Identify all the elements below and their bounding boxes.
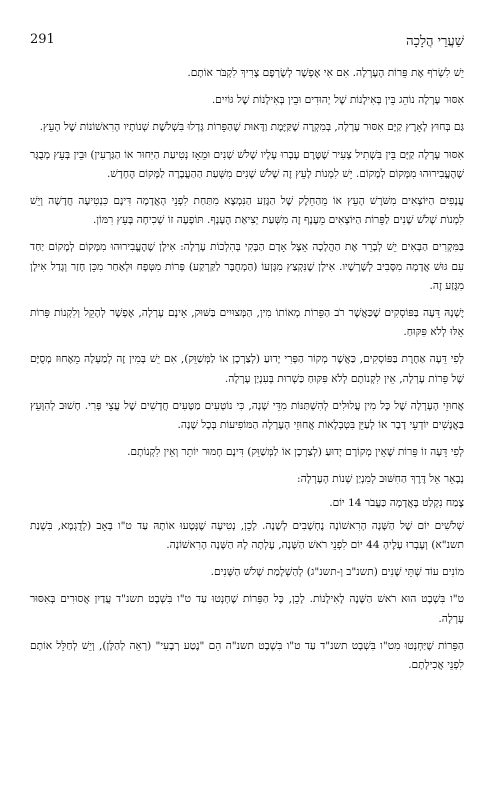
paragraph: צֶמַח נִקְלַט בָּאֲדָמָה כַּעֲבֹר 14 יוֹם.: [329, 496, 464, 509]
section-intro: נְבָאֵר אֵל דֶּרֶךְ הַחִשּׁוּב לְמִנְיַן שְׁנוֹת הָעָרְלָה:: [297, 473, 464, 486]
paragraph: גַּם בְּחוּץ לָאָרֶץ קַיָּם אִסּוּר עָרְלָה, בְּמִקְרֶה שֶׁקַּיֶּמֶת וַדָּאוּת שֶׁהַפֵּרוֹת גָּדְלוּ בִּשְׁלֹשֶׁת שְׁנוֹתָיו הָרִאשׁוֹנוֹת שֶׁל הָעֵץ.: [39, 121, 464, 134]
paragraph: הַפֵּרוֹת שֶׁיַּחְנְטוּ מִט"ו בִּשְׁבָט תשנ"ד עַד ט"ו בִּשְׁבָט תשנ"ה הֵם "נֶטַע רְבָעִי" (רְאֵה לְהַלָּן), וְיֵשׁ לְחַלֵּל אוֹתָם לִפְנֵי אֲכִילָתָם.: [30, 639, 464, 672]
paragraph: לְפִי דֵּעָה אַחֶרֶת בַּפּוֹסְקִים, כַּאֲשֶׁר מְקוֹר הַפְּרִי יָדוּעַ (לְצַרְכָן אוֹ לַמְּשַׁוֵּק), אִם יֵשׁ בְּמִין זֶה לְמַעְלָה מֵאֶחוּז מְסֻיָּם שֶׁל פֵּרוֹת עָרְלָה, אֵין לִקְנוֹתָם לְלֹא פִּקּוּחַ כַּשְׁרוּת בְּעִנְיַן עָרְלָה.: [30, 353, 464, 385]
paragraph: ט"ו בִּשְׁבָט הוּא רֹאשׁ הַשָּׁנָה לָאִילָנוֹת. לָכֵן, כָּל הַפֵּרוֹת שֶׁחָנְטוּ עַד ט"ו בִּשְׁבָט תשנ"ד עֲדַיִן אֲסוּרִים בְּאִסּוּר עָרְלָה.: [30, 593, 464, 625]
paragraph: שְׁלֹשִׁים יוֹם שֶׁל הַשָּׁנָה הָרִאשׁוֹנָה נֶחְשָׁבִים לְשָׁנָה. לָכֵן, נְטִיעָה שֶׁנְּטָעוּ אוֹתָהּ עַד ט"ו בְּאָב (לְדֻגְמָא, בִּשְׁנַת תשנ"א) וְעָבְרוּ עָלֶיהָ 44 יוֹם לִפְנֵי רֹאשׁ הַשָּׁנָה, עָלְתָה לָהּ הַשָּׁנָה הָרִאשׁוֹנָה.: [30, 519, 464, 552]
paragraph: בַּמִּקְרִים הַבָּאִים יֵשׁ לְבָרֵר אֶת הַהֲלָכָה אֵצֶל אָדָם הַבָּקִי בְּהִלְכוֹת עָרְלָה: אִילָן שֶׁהֶעֱבִירוּהוּ מִמָּקוֹם לְמָקוֹם יַחַד עִם גּוּשׁ אֲדָמָה מִסָּבִיב לְשָׁרָשָׁיו. אִילָן שֶׁנִּקְצַץ מִגָּזְעוֹ (הַמְחֻבָּר לַקַּרְקַע) פְּרוֹת מִטְּפָח וּלְאַחַר מִכֵּן חָזַר וְגָדַל אִילָן מִגֶּזַע זֶה.: [30, 241, 464, 292]
paragraph: אִסּוּר עָרְלָה נוֹהֵג בֵּין בְּאִילָנוֹת שֶׁל יְהוּדִים וּבֵין בְּאִילָנוֹת שֶׁל גּוֹיִים.: [211, 94, 464, 107]
paragraph: אֲחוּזֵי הָעָרְלָה שֶׁל כָּל מִין עֲלוּלִים לְהִשְׁתַּנּוֹת מִדֵּי שָׁנָה, כִּי נוֹטְעִים מַטָּעִים חֲדָשִׁים שֶׁל עֲצֵי פְּרִי. חָשׁוּב לְהִוָּעֵץ בַּאֲנָשִׁים יוֹדְעֵי דָבָר אוֹ לְעַיֵּן בִּטְבְלָאוֹת אֲחוּזֵי הָעָרְלָה הַמּוֹפִיעוֹת בְּכָל שָׁנָה.: [30, 399, 464, 432]
page-number: 291: [30, 32, 55, 47]
paragraph: מוֹנִים עוֹד שְׁתֵּי שָׁנִים (תשנ"ב וְ-תשנ"ג) לְהַשְׁלָמַת שָׁלֹשׁ הַשָּׁנִים.: [210, 566, 464, 579]
paragraph: יֶשְׁנָהּ דֵּעָה בַּפּוֹסְקִים שֶׁכַּאֲשֶׁר רֹב הַפֵּרוֹת מְאוֹתוֹ מִין, הַמְּצוּיִים בַּשּׁוּק, אֵינָם עָרְלָה, אֶפְשָׁר לְהָקֵל וְלִקְנוֹת פֵּרוֹת אֵלּוּ לְלֹא פִּקּוּחַ.: [30, 307, 464, 339]
paragraph: לְפִי דֵּעָה זוֹ פֵּרוֹת שֶׁאֵין מְקוֹרָם יָדוּעַ (לְצַרְכָן אוֹ לַמְּשַׁוֵּק) דִּינָם חָמוּר יוֹתֵר וְאֵין לִקְנוֹתָם.: [127, 446, 464, 459]
paragraph: אִסּוּר עָרְלָה קַיָּם בֵּין בִּשְׁתִיל צָעִיר שֶׁטֶּרֶם עָבְרוּ עָלָיו שָׁלֹשׁ שָׁנִים וּמֵאָז נְטִיעַת הַיִּחוּר אוֹ הַגַּרְעִין) וּבֵין בְּעֵץ מְבֻגָּר שֶׁהֶעֱבִירוּהוּ מִמָּקוֹם לְמָקוֹם. יֵשׁ לִמְנוֹת לָעֵץ זֶה שָׁלֹשׁ שָׁנִים מִשְּׁעַת הַהַעֲבָרָה לַמָּקוֹם הֶחָדָשׁ.: [30, 148, 464, 180]
running-header: שַׁעֲרֵי הֲלָכָה: [406, 34, 464, 49]
paragraph: עֲנָפִים הַיּוֹצְאִים מִשֹּׁרֶשׁ הָעֵץ אוֹ מֵהַחֵלֶק שֶׁל הַגֶּזַע הַנִּמְצָא מִתַּחַת לִפְנֵי הָאֲדָמָה דִּינָם כִּנְטִיעָה חֲדָשָׁה וְיֵשׁ לִמְנוֹת שָׁלֹשׁ שָׁנִים לַפֵּרוֹת הַיּוֹצְאִים מֵעָנָף זֶה מִשְּׁעַת יְצִיאַת הֶעָנָף. תּוֹפָעָה זוֹ שְׁכִיחָה בָּעֵץ רִמּוֹן.: [30, 195, 464, 227]
paragraph: יֵשׁ לִשְׂרֹף אֶת פֵּרוֹת הָעָרְלָה. אִם אִי אֶפְשָׁר לְשָׂרְפָם צָרִיךְ לִקְבֹּר אוֹתָם.: [187, 67, 464, 79]
page-body: [30, 64, 464, 683]
